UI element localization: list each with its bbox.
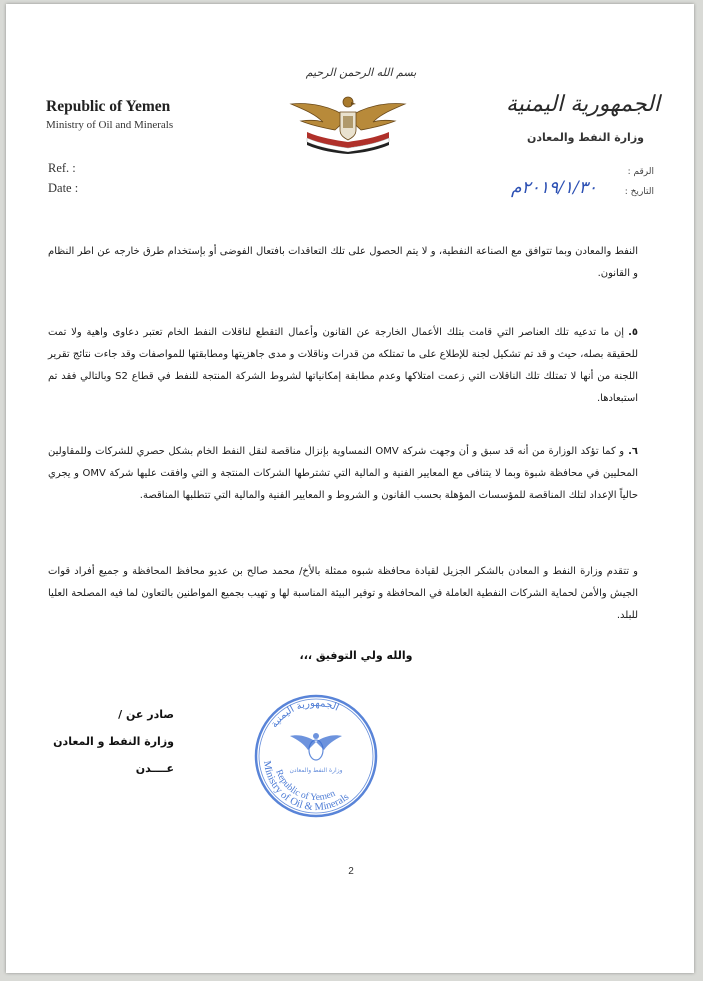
paragraph-thanks: و تتقدم وزارة النفط و المعادن بالشكر الجزيل لقيادة محافظة شبوه ممثلة بالأخ/ محمد صالح بن عديو محافظ المحافظة و جميع أفراد قوات الجيش والأمن لحماية الشركات النفطية العاملة في المحافظة و توفير البيئة المناسبة لها و تهيب بجميع المواطنين بالتعاون لما فيه المصلحة العليا للبلد. (48, 566, 638, 621)
ref-label: Ref. : (48, 161, 76, 175)
signature-issued-by: صادر عن / (118, 708, 174, 721)
paragraph-6-number: ٦. (628, 446, 638, 457)
header-en-subtitle: Ministry of Oil and Minerals (46, 119, 174, 131)
paragraph-intro: النفط والمعادن وبما تتوافق مع الصناعة النفطية، و لا يتم الحصول على تلك التعاقدات بافتعال الفوضى أو بإستخدام طرق خارجه عن اطر النظام و القانون. (48, 246, 638, 279)
paragraph-5-number: ٥. (628, 327, 638, 338)
ar-date-label: التاريخ : (624, 187, 654, 197)
paragraph-6-text: و كما تؤكد الوزارة من أنه قد سبق و أن وجهت شركة OMV النمساوية بإنزال مناقصة لنقل النفط الخام بشكل حصري للشركات وللمقاولين المحليين في محافظة شبوة وبما لا يتنافى مع المعايير الفنية و المالية التي تشترطها الشركات المنتجة و التي وافقت عليها شركة OMV و يجري حالياً الإعداد لتلك المناقصة للمؤسسات المؤهلة بحسب القانون و الشروط و المعايير الفنية والمالية التي تتطلبها المناقصة. (48, 446, 638, 501)
handwritten-date: ٢٠١٩/١/٣٠م (511, 178, 597, 198)
yemen-eagle-emblem-icon (287, 88, 409, 154)
svg-text:Ministry of Oil & Minerals: Ministry of Oil & Minerals (260, 760, 352, 814)
header-ar-title: الجمهورية اليمنية (505, 92, 660, 117)
signature-ministry: وزارة النفط و المعادن (53, 735, 174, 748)
official-stamp-seal-icon (246, 692, 386, 822)
paragraph-5-text: إن ما تدعيه تلك العناصر التي قامت بتلك الأعمال الخارجة عن القانون وأعمال التقطع لناقلات النفط الخام تعتبر دعاوى واهية ولا تمت للحقيقة بصله، حيث و قد تم تشكيل لجنة للإطلاع على ما تمتلكه من قدرات وناقلات و مدى جاهزيتها ومطابقتها للمواصفات وقد جاءت نتائج تقرير اللجنة من أنها لا تمتلك تلك الناقلات التي زعمت امتلاكها وعدم مطابقة إمكانياتها لشروط الشركة المنتجة للنفط في قطاع S2 وبالتالي فقد تم استبعادها. (48, 327, 638, 404)
ar-ref-label: الرقم : (627, 167, 654, 177)
paragraph-6 (48, 441, 638, 507)
signature-city: عــــدن (135, 762, 174, 775)
bismillah-calligraphy: بسم الله الرحمن الرحيم (305, 66, 417, 79)
page-number: 2 (348, 866, 354, 877)
date-label: Date : (48, 181, 79, 195)
svg-text:Republic of Yemen: Republic of Yemen (273, 768, 337, 804)
header-en-title: Republic of Yemen (46, 98, 171, 115)
header-ar-subtitle: وزارة النفط والمعادن (527, 131, 644, 144)
letter-page (6, 4, 694, 973)
closing-line: والله ولي التوفيق ،،، (299, 649, 413, 662)
svg-text:وزارة النفط والمعادن: وزارة النفط والمعادن (289, 767, 343, 774)
paragraph-5 (48, 322, 638, 410)
svg-text:الجمهورية اليمنية: الجمهورية اليمنية (268, 697, 341, 730)
